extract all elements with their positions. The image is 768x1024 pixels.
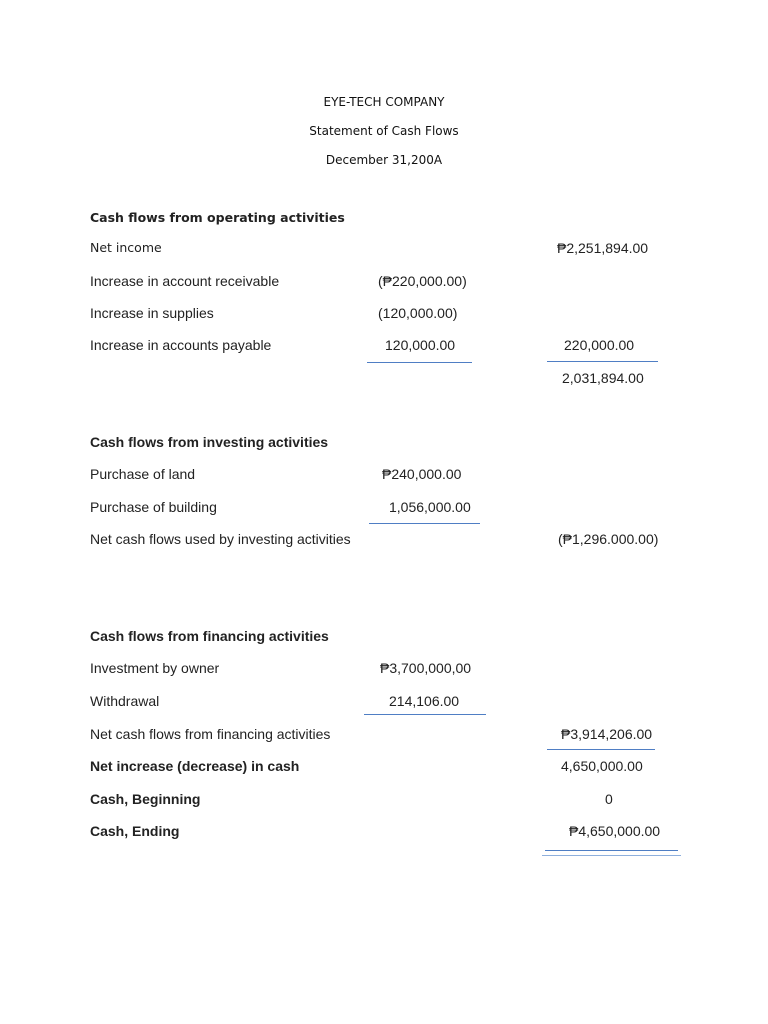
statement-date: December 31,200A (325, 153, 443, 167)
underline-financing-mid (364, 714, 486, 715)
underline-investing-mid (369, 523, 480, 524)
land-value: ₱240,000.00 (382, 466, 462, 482)
withdrawal-value: 214,106.00 (389, 693, 460, 709)
net-income-value: ₱2,251,894.00 (557, 240, 649, 256)
investing-net-value: (₱1,296.000.00) (558, 531, 659, 547)
cash-beginning-value: 0 (605, 791, 613, 807)
supplies-value: (120,000.00) (378, 305, 458, 321)
cash-ending-label: Cash, Ending (90, 823, 180, 839)
financing-net-value: ₱3,914,206.00 (561, 726, 653, 742)
financing-section-title: Cash flows from financing activities (90, 628, 329, 644)
double-underline-top (545, 850, 678, 851)
cash-ending-value: ₱4,650,000.00 (569, 823, 661, 839)
underline-operating-mid (367, 362, 472, 363)
investment-label: Investment by owner (90, 660, 220, 676)
investing-net-label: Net cash flows used by investing activities (90, 531, 351, 547)
building-label: Purchase of building (90, 499, 217, 515)
investment-value: ₱3,700,000,00 (380, 660, 472, 676)
financing-net-label: Net cash flows from financing activities (90, 726, 331, 742)
company-name: EYE-TECH COMPANY (323, 95, 445, 109)
net-increase-value: 4,650,000.00 (561, 758, 643, 774)
underline-operating-right (547, 361, 658, 362)
ar-value: (₱220,000.00) (378, 273, 467, 289)
underline-financing-right (547, 749, 655, 750)
cash-beginning-label: Cash, Beginning (90, 791, 201, 807)
ap-label: Increase in accounts payable (90, 337, 272, 353)
statement-title: Statement of Cash Flows (309, 124, 459, 138)
operating-net-value: 2,031,894.00 (562, 370, 644, 386)
ar-label: Increase in account receivable (90, 273, 280, 289)
withdrawal-label: Withdrawal (90, 693, 160, 709)
operating-section-title: Cash flows from operating activities (90, 210, 345, 225)
land-label: Purchase of land (90, 466, 196, 482)
supplies-label: Increase in supplies (90, 305, 214, 321)
ap-value: 120,000.00 (385, 337, 456, 353)
building-value: 1,056,000.00 (389, 499, 471, 515)
operating-adjustments-total: 220,000.00 (564, 337, 635, 353)
net-income-label: Net income (90, 240, 162, 255)
investing-section-title: Cash flows from investing activities (90, 434, 329, 450)
double-underline-bottom (542, 855, 681, 856)
net-increase-label: Net increase (decrease) in cash (90, 758, 300, 774)
